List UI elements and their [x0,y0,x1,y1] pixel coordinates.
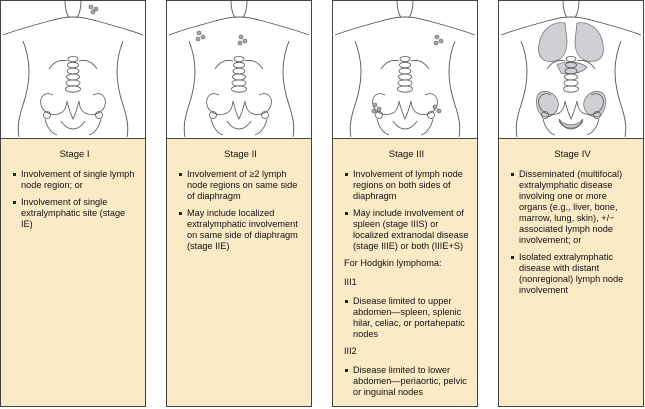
stage-4-illustration [499,1,643,139]
stage-4-description [499,139,643,406]
list-item: Disseminated (multifocal) extralymphatic disease involving one or more organs (e.g., liver, bone, marrow, lung, skin), +/− associated lymph node involvement; or [510,169,635,246]
lymph-node-cluster [434,35,443,45]
list-item: Involvement of single lymph node region; or [12,169,137,191]
stage-title: Stage I [59,149,90,160]
list-item: Isolated extralymphatic disease with distant (nonregional) lymph node involvement [510,252,635,296]
pelvis-organ [536,91,605,128]
stage-4-panel [498,0,644,407]
bullet-list [510,169,635,296]
torso-illustration [333,1,477,138]
list-item: Disease limited to upper abdomen—spleen, splenic hilar, celiac, or portahepatic nodes [344,296,469,340]
stage-title: Stage II [224,149,257,160]
lungs-organ [539,23,604,62]
lymph-node-cluster [196,31,205,41]
stage-2-panel [166,0,312,407]
stage-title: Stage IV [554,149,591,160]
bullet-list [178,169,303,252]
stage-1-panel [0,0,146,407]
bullet-list [12,169,137,230]
stage-3-illustration [333,1,477,139]
bullet-list [344,169,469,252]
bullet-list [344,365,469,398]
bullet-list [344,296,469,340]
list-item: Involvement of ≥2 lymph node regions on same side of diaphragm [178,169,303,202]
stage-3-description [333,139,477,406]
torso-illustration [167,1,311,138]
list-item: Involvement of lymph node regions on both sides of diaphragm [344,169,469,202]
stage-2-illustration [167,1,311,139]
list-item: Involvement of single extralymphatic site (stage IE) [12,197,137,230]
list-item: May include involvement of spleen (stage IIIS) or localized extranodal disease (stage IIIE) or both (IIIE+S) [344,208,469,252]
torso-illustration [1,1,145,138]
stage-1-description [1,139,145,406]
stage-title: Stage III [388,149,425,160]
torso-illustration [499,1,643,138]
stage-2-description [167,139,311,406]
substage-label: III2 [344,346,357,356]
stage-3-panel [332,0,478,407]
list-item: Disease limited to lower abdomen—periaortic, pelvic or inguinal nodes [344,365,469,398]
stage-1-illustration [1,1,145,139]
lymph-node-cluster [89,5,98,14]
substage-label: III1 [344,277,357,287]
list-item: May include localized extralymphatic involvement on same side of diaphragm (stage IIE) [178,208,303,252]
hodgkin-label: For Hodgkin lymphoma: [344,258,442,268]
lymph-node-cluster [238,35,247,45]
lymph-node-cluster [433,105,441,113]
